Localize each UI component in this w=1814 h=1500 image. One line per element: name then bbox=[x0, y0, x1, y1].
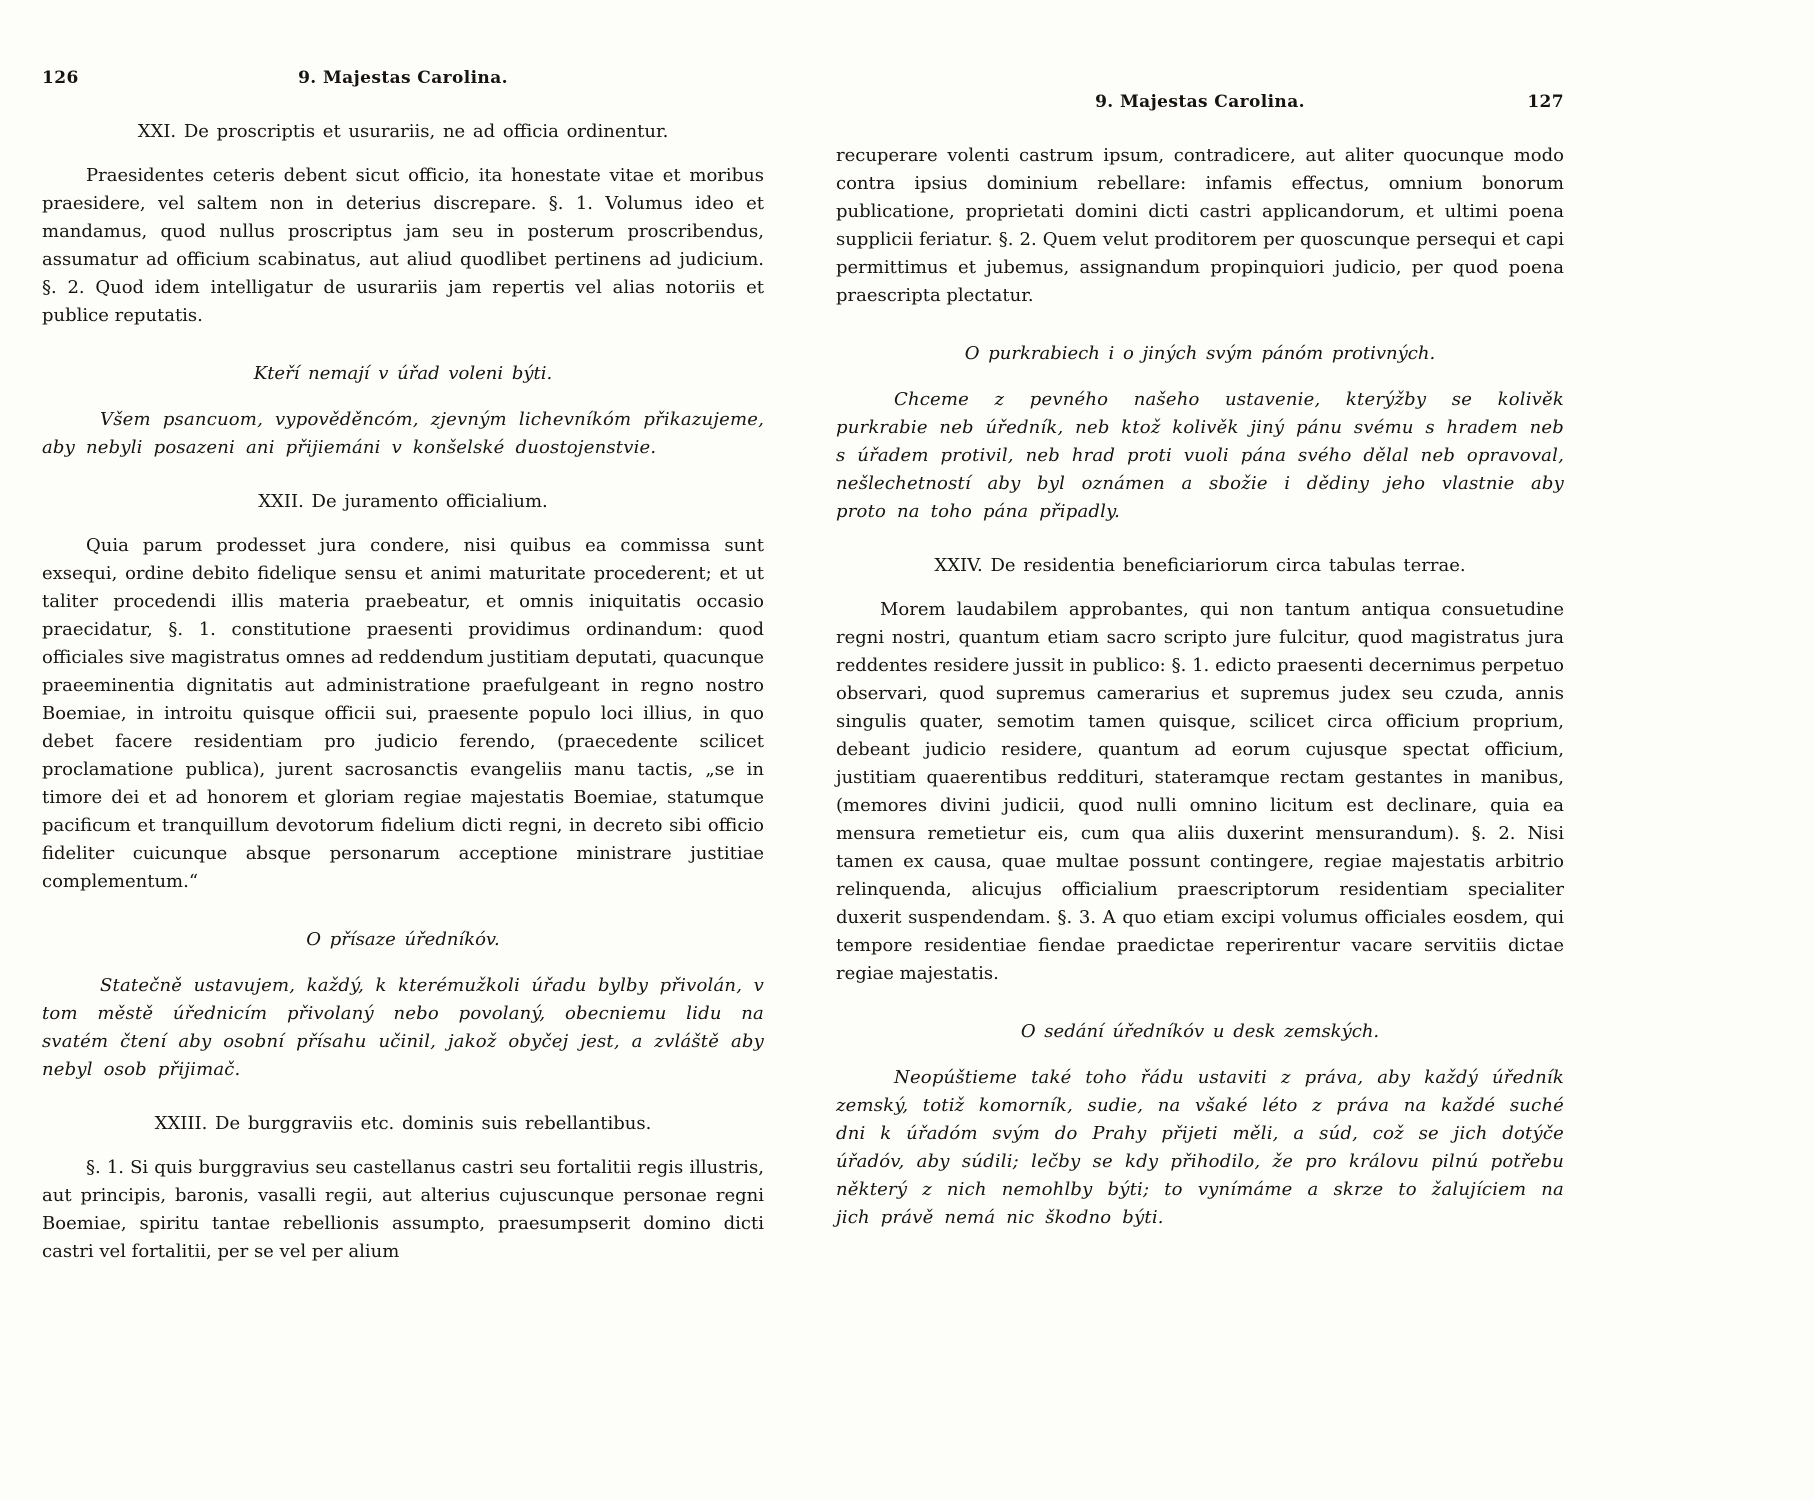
page-left-content-paragraph-5: Quia parum prodesset jura condere, nisi quibus ea commissa sunt exsequi, ordine debito fidelique sensu et animi maturitate procederent; et ut taliter procedendi illis materia praebeatur, et omnis iniquitatis occasio praecidatur, §. 1. constitutione praesenti providimus ordinandum: quod officiales sive magistratus omnes ad reddendum justitiam deputati, quacunque praeeminentia dignitatis aut administratione praefulgeant in regno nostro Boemiae, in introitu quisque officii sui, praesente populo loci illius, in quo debet facere residentiam pro judicio ferendo, (praecedente scilicet proclamatione publica), jurent sacrosanctis evangeliis manu tactis, „se in timore dei et ad honorem et gloriam regiae majestatis Boemiae, statumque pacificum et tranquillum devotorum fidelium dicti regni, in decreto sibi officio fideliter cuicunque absque personarum acceptione ministrare justitiae complementum.“ bbox=[42, 535, 764, 892]
page-right-content-paragraph-0: recuperare volenti castrum ipsum, contradicere, aut aliter quocunque modo contra ipsius dominium rebellare: infamis effectus, omnium bonorum publicatione, proprietati domini dicti castri applicandorum, et ultimi poena supplicii feriatur. §. 2. Quem velut proditorem per quoscunque persequi et capi permittimus et jubemus, assignandum propinquiori judicio, per quod poena praescripta plectatur. bbox=[836, 145, 1564, 306]
page-left-content-paragraph-9: §. 1. Si quis burggravius seu castellanus castri seu fortalitii regis illustris, aut principis, baronis, vasalli regii, aut alterius cujuscunque personae regni Boemiae, spiritu tantae rebellionis assumpto, praesumpserit domino dicti castri vel fortalitii, per se vel per alium bbox=[42, 1157, 764, 1262]
page-left-content-italic-heading-2: Kteří nemají v úřad voleni býti. bbox=[253, 363, 553, 384]
page-right-content-italic-heading-1: O purkrabiech i o jiných svým pánóm protivných. bbox=[964, 343, 1436, 364]
page-right-running-title: 9. Majestas Carolina. bbox=[1095, 92, 1305, 112]
page-right-number: 127 bbox=[1527, 92, 1564, 112]
page-right bbox=[836, 64, 1564, 1500]
page-left-content-heading-0: XXI. De proscriptis et usurariis, ne ad officia ordinentur. bbox=[137, 121, 669, 142]
page-left-content-italic-paragraph-7: Statečně ustavujem, každý, k kterémužkoli úřadu bylby přivolán, v tom městě úřednicím přivolaný nebo povolaný, obecniemu lidu na svatém čtení aby osobní přísahu učinil, jakož obyčej jest, a zvláště aby nebyl osob přijimač. bbox=[42, 975, 764, 1080]
page-left-number: 126 bbox=[42, 68, 79, 88]
page-left-running-title: 9. Majestas Carolina. bbox=[298, 68, 508, 88]
page-right-content-italic-paragraph-2: Chceme z pevného našeho ustavenie, kterýžby se kolivěk purkrabie neb úředník, neb ktož kolivěk jiný pánu svému s hradem neb s úřadem protivil, neb hrad proti vuoli pána svého dělal neb opravoval, nešlechetností aby byl oznámen a sbožie i dědiny jeho vlastnie aby proto na toho pána připadly. bbox=[836, 389, 1564, 522]
page-left-content-heading-4: XXII. De juramento officialium. bbox=[258, 491, 548, 512]
page-right-header bbox=[836, 88, 1564, 116]
page-left-header bbox=[42, 64, 764, 92]
page-right-content-italic-paragraph-6: Neopúštieme také toho řádu ustaviti z práva, aby každý úředník zemský, totiž komorník, sudie, na všaké léto z práva na každé suché dni k úřadóm svým do Prahy přijeti měli, a súd, což se jich dotýče úřadóv, aby súdili; lečby se kdy přihodilo, že pro královu pilnú potřebu některý z nich nemohlby býti; to vynímáme a skrze to žalujíciem na jich právě nemá nic škodno býti. bbox=[836, 1067, 1564, 1228]
page-right-content-paragraph-4: Morem laudabilem approbantes, qui non tantum antiqua consuetudine regni nostri, quantum etiam sacro scripto jure fulcitur, quod magistratus jura reddentes residere jussit in publico: §. 1. edicto praesenti decernimus perpetuo observari, quod supremus camerarius et supremus judex seu czuda, annis singulis quater, semotim tamen quisque, scilicet circa officium proprium, debeant judicio residere, quantum ad eorum cujusque spectat officium, justitiam quaerentibus reddituri, stateramque rectam gestantes in manibus, (memores divini judicii, quod nulli omnino licitum est declinare, quia ea mensura remetietur eis, cum qua aliis duxerint mensurandum). §. 2. Nisi tamen ex causa, quae multae possunt contingere, regiae majestatis arbitrio relinquenda, alicujus officialium praescriptorum residentiam specialiter duxerit suspendendam. §. 3. A quo etiam excipi volumus officiales eosdem, qui tempore residentiae fiendae praedictae reperirentur vacare servitiis dictae regiae majestatis. bbox=[836, 599, 1564, 984]
page-left-content-paragraph-1: Praesidentes ceteris debent sicut officio, ita honestate vitae et moribus praesidere, vel saltem non in deterius discrepare. §. 1. Volumus ideo et mandamus, quod nullus proscriptus jam seu in posterum proscribendus, assumatur ad officium scabinatus, aut aliud quodlibet pertinens ad judicium. §. 2. Quod idem intelligatur de usurariis jam repertis vel alias notoriis et publice reputatis. bbox=[42, 165, 764, 326]
page-left-content bbox=[42, 118, 764, 1266]
page-left-content-italic-paragraph-3: Všem psancuom, vypověděncóm, zjevným lichevníkóm přikazujeme, aby nebyli posazeni ani přijiemáni v konšelské duostojenstvie. bbox=[42, 409, 764, 458]
page-right-content-italic-heading-5: O sedání úředníkóv u desk zemských. bbox=[1020, 1021, 1380, 1042]
page-left bbox=[42, 64, 764, 1500]
page-right-content-heading-3: XXIV. De residentia beneficiariorum circa tabulas terrae. bbox=[934, 555, 1466, 576]
page-left-content-italic-heading-6: O přísaze úředníkóv. bbox=[306, 929, 500, 950]
page-right-content bbox=[836, 142, 1564, 1232]
page-left-content-heading-8: XXIII. De burggraviis etc. dominis suis rebellantibus. bbox=[154, 1113, 652, 1134]
